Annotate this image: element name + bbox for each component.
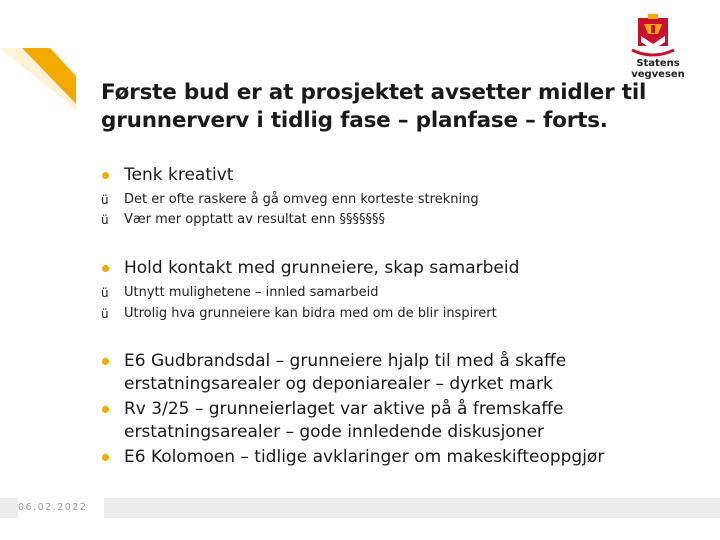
bullet-dot-icon [102, 454, 109, 461]
checkmark-icon: ü [101, 307, 109, 321]
bullet-dot-icon [102, 172, 109, 179]
title-line-2: grunnerverv i tidlig fase – planfase – forts. [101, 108, 608, 133]
logo-wordmark: Statens vegvesen [631, 58, 685, 80]
title-line-1: Første bud er at prosjektet avsetter midler til [101, 80, 647, 105]
bullet-dot-icon [102, 265, 109, 272]
bullet-dot-icon [102, 358, 109, 365]
checkmark-icon: ü [101, 213, 109, 227]
footer-bar [0, 498, 720, 518]
statens-vegvesen-logo [608, 14, 708, 80]
slide-title [101, 79, 661, 135]
logo-emblem-icon [608, 14, 708, 58]
bullet-dot-icon [102, 406, 109, 413]
footer-date: 06.02.2022 [18, 498, 100, 518]
checkmark-icon: ü [101, 193, 109, 207]
checkmark-icon: ü [101, 286, 109, 300]
footer-divider [100, 498, 104, 518]
